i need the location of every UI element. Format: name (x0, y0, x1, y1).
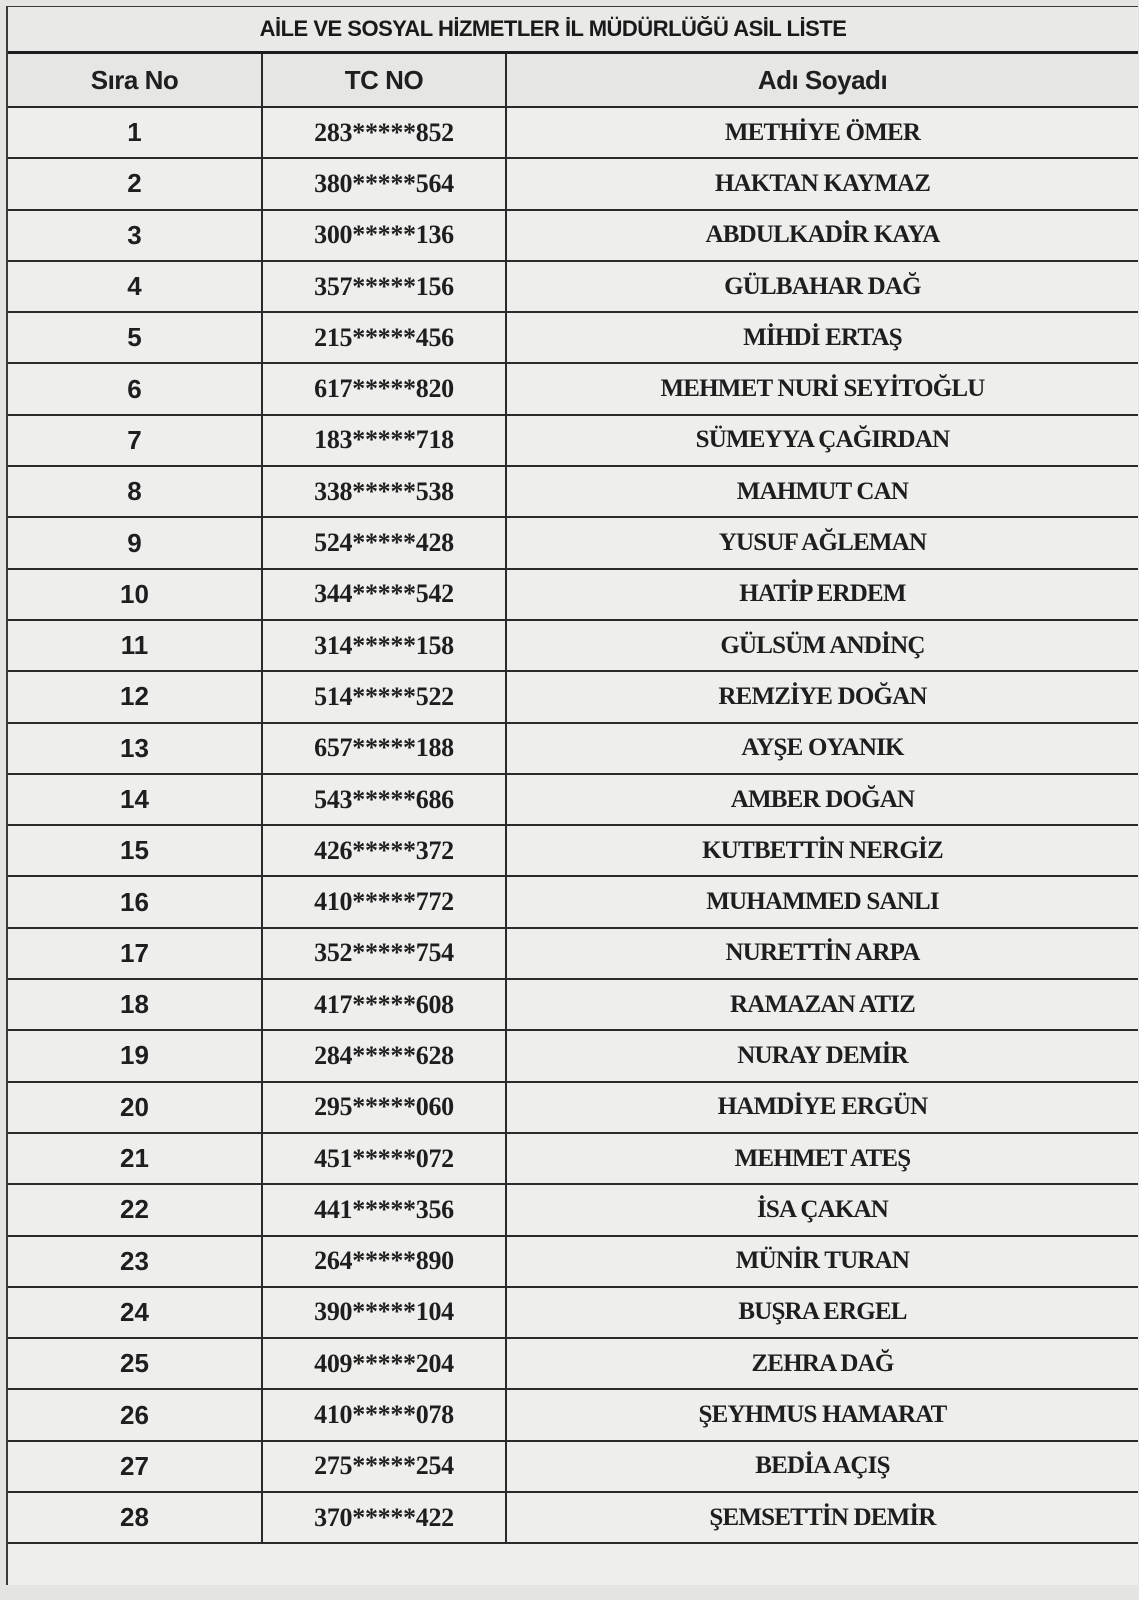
table-row (8, 1082, 1138, 1133)
tc-no-cell: 524*****428 (262, 517, 506, 568)
table-row (8, 1389, 1138, 1440)
tc-no-cell: 617*****820 (262, 363, 506, 414)
sira-no-cell: 5 (8, 312, 262, 363)
table-row (8, 210, 1138, 261)
adi-soyadi-cell: ZEHRA DAĞ (506, 1338, 1138, 1389)
adi-soyadi-cell: ŞEMSETTİN DEMİR (506, 1492, 1138, 1543)
table-body (8, 107, 1138, 1543)
adi-soyadi-cell: GÜLSÜM ANDİNÇ (506, 620, 1138, 671)
sira-no-cell: 22 (8, 1184, 262, 1235)
tc-no-cell: 390*****104 (262, 1287, 506, 1338)
tc-no-cell: 275*****254 (262, 1441, 506, 1492)
table-row (8, 1030, 1138, 1081)
sira-no-cell: 13 (8, 723, 262, 774)
sira-no-cell: 26 (8, 1389, 262, 1440)
tc-no-cell: 417*****608 (262, 979, 506, 1030)
sira-no-cell: 12 (8, 671, 262, 722)
tc-no-cell: 441*****356 (262, 1184, 506, 1235)
sira-no-cell: 11 (8, 620, 262, 671)
sira-no-cell: 28 (8, 1492, 262, 1543)
title-row (8, 7, 1138, 54)
table-row (8, 261, 1138, 312)
sira-no-cell: 8 (8, 466, 262, 517)
table-row (8, 158, 1138, 209)
tc-no-cell: 409*****204 (262, 1338, 506, 1389)
tc-no-cell: 344*****542 (262, 569, 506, 620)
table-row (8, 517, 1138, 568)
adi-soyadi-cell: SÜMEYYA ÇAĞIRDAN (506, 415, 1138, 466)
tc-no-cell: 543*****686 (262, 774, 506, 825)
adi-soyadi-cell: ŞEYHMUS HAMARAT (506, 1389, 1138, 1440)
tc-no-cell: 264*****890 (262, 1236, 506, 1287)
tc-no-cell: 451*****072 (262, 1133, 506, 1184)
list-title: AİLE VE SOSYAL HİZMETLER İL MÜDÜRLÜĞÜ ASİL LİSTE (259, 16, 847, 41)
column-header-adi-soyadi: Adı Soyadı (506, 54, 1138, 107)
table-row (8, 1236, 1138, 1287)
tc-no-cell: 410*****078 (262, 1389, 506, 1440)
adi-soyadi-cell: REMZİYE DOĞAN (506, 671, 1138, 722)
sira-no-cell: 3 (8, 210, 262, 261)
adi-soyadi-cell: ABDULKADİR KAYA (506, 210, 1138, 261)
adi-soyadi-cell: HAKTAN KAYMAZ (506, 158, 1138, 209)
table-row (8, 1184, 1138, 1235)
tc-no-cell: 314*****158 (262, 620, 506, 671)
adi-soyadi-cell: NURETTİN ARPA (506, 928, 1138, 979)
tc-no-cell: 514*****522 (262, 671, 506, 722)
sira-no-cell: 21 (8, 1133, 262, 1184)
tc-no-cell: 183*****718 (262, 415, 506, 466)
adi-soyadi-cell: MÜNİR TURAN (506, 1236, 1138, 1287)
table-row (8, 363, 1138, 414)
table-row (8, 774, 1138, 825)
table-row (8, 876, 1138, 927)
adi-soyadi-cell: BEDİA AÇIŞ (506, 1441, 1138, 1492)
table-row (8, 1441, 1138, 1492)
column-header-sira-no: Sıra No (8, 54, 262, 107)
table-row (8, 723, 1138, 774)
adi-soyadi-cell: MEHMET ATEŞ (506, 1133, 1138, 1184)
adi-soyadi-cell: GÜLBAHAR DAĞ (506, 261, 1138, 312)
table-row (8, 928, 1138, 979)
table-row (8, 1492, 1138, 1543)
tc-no-cell: 657*****188 (262, 723, 506, 774)
table-row (8, 979, 1138, 1030)
beneficiary-table (8, 54, 1138, 1544)
sira-no-cell: 23 (8, 1236, 262, 1287)
sira-no-cell: 4 (8, 261, 262, 312)
adi-soyadi-cell: BUŞRA ERGEL (506, 1287, 1138, 1338)
spreadsheet-list (6, 6, 1138, 1585)
tc-no-cell: 295*****060 (262, 1082, 506, 1133)
adi-soyadi-cell: MAHMUT CAN (506, 466, 1138, 517)
sira-no-cell: 10 (8, 569, 262, 620)
sira-no-cell: 15 (8, 825, 262, 876)
adi-soyadi-cell: İSA ÇAKAN (506, 1184, 1138, 1235)
adi-soyadi-cell: NURAY DEMİR (506, 1030, 1138, 1081)
tc-no-cell: 357*****156 (262, 261, 506, 312)
table-row (8, 466, 1138, 517)
adi-soyadi-cell: HATİP ERDEM (506, 569, 1138, 620)
sira-no-cell: 7 (8, 415, 262, 466)
sira-no-cell: 1 (8, 107, 262, 158)
sira-no-cell: 19 (8, 1030, 262, 1081)
table-row (8, 825, 1138, 876)
table-row (8, 620, 1138, 671)
tc-no-cell: 426*****372 (262, 825, 506, 876)
tc-no-cell: 410*****772 (262, 876, 506, 927)
sira-no-cell: 2 (8, 158, 262, 209)
tc-no-cell: 380*****564 (262, 158, 506, 209)
sira-no-cell: 20 (8, 1082, 262, 1133)
tc-no-cell: 338*****538 (262, 466, 506, 517)
table-row (8, 671, 1138, 722)
table-row (8, 1338, 1138, 1389)
tc-no-cell: 352*****754 (262, 928, 506, 979)
table-row (8, 1287, 1138, 1338)
table-row (8, 569, 1138, 620)
sira-no-cell: 25 (8, 1338, 262, 1389)
tc-no-cell: 283*****852 (262, 107, 506, 158)
header-row (8, 54, 1138, 107)
sira-no-cell: 27 (8, 1441, 262, 1492)
adi-soyadi-cell: MUHAMMED SANLI (506, 876, 1138, 927)
table-row (8, 1133, 1138, 1184)
adi-soyadi-cell: AMBER DOĞAN (506, 774, 1138, 825)
tc-no-cell: 300*****136 (262, 210, 506, 261)
adi-soyadi-cell: KUTBETTİN NERGİZ (506, 825, 1138, 876)
adi-soyadi-cell: AYŞE OYANIK (506, 723, 1138, 774)
sira-no-cell: 14 (8, 774, 262, 825)
adi-soyadi-cell: METHİYE ÖMER (506, 107, 1138, 158)
sira-no-cell: 24 (8, 1287, 262, 1338)
table-row (8, 107, 1138, 158)
sira-no-cell: 9 (8, 517, 262, 568)
table-row (8, 415, 1138, 466)
adi-soyadi-cell: MİHDİ ERTAŞ (506, 312, 1138, 363)
tc-no-cell: 215*****456 (262, 312, 506, 363)
sira-no-cell: 6 (8, 363, 262, 414)
sira-no-cell: 16 (8, 876, 262, 927)
sira-no-cell: 18 (8, 979, 262, 1030)
adi-soyadi-cell: MEHMET NURİ SEYİTOĞLU (506, 363, 1138, 414)
adi-soyadi-cell: HAMDİYE ERGÜN (506, 1082, 1138, 1133)
adi-soyadi-cell: YUSUF AĞLEMAN (506, 517, 1138, 568)
tc-no-cell: 284*****628 (262, 1030, 506, 1081)
adi-soyadi-cell: RAMAZAN ATIZ (506, 979, 1138, 1030)
column-header-tc-no: TC NO (262, 54, 506, 107)
tc-no-cell: 370*****422 (262, 1492, 506, 1543)
sira-no-cell: 17 (8, 928, 262, 979)
table-row (8, 312, 1138, 363)
